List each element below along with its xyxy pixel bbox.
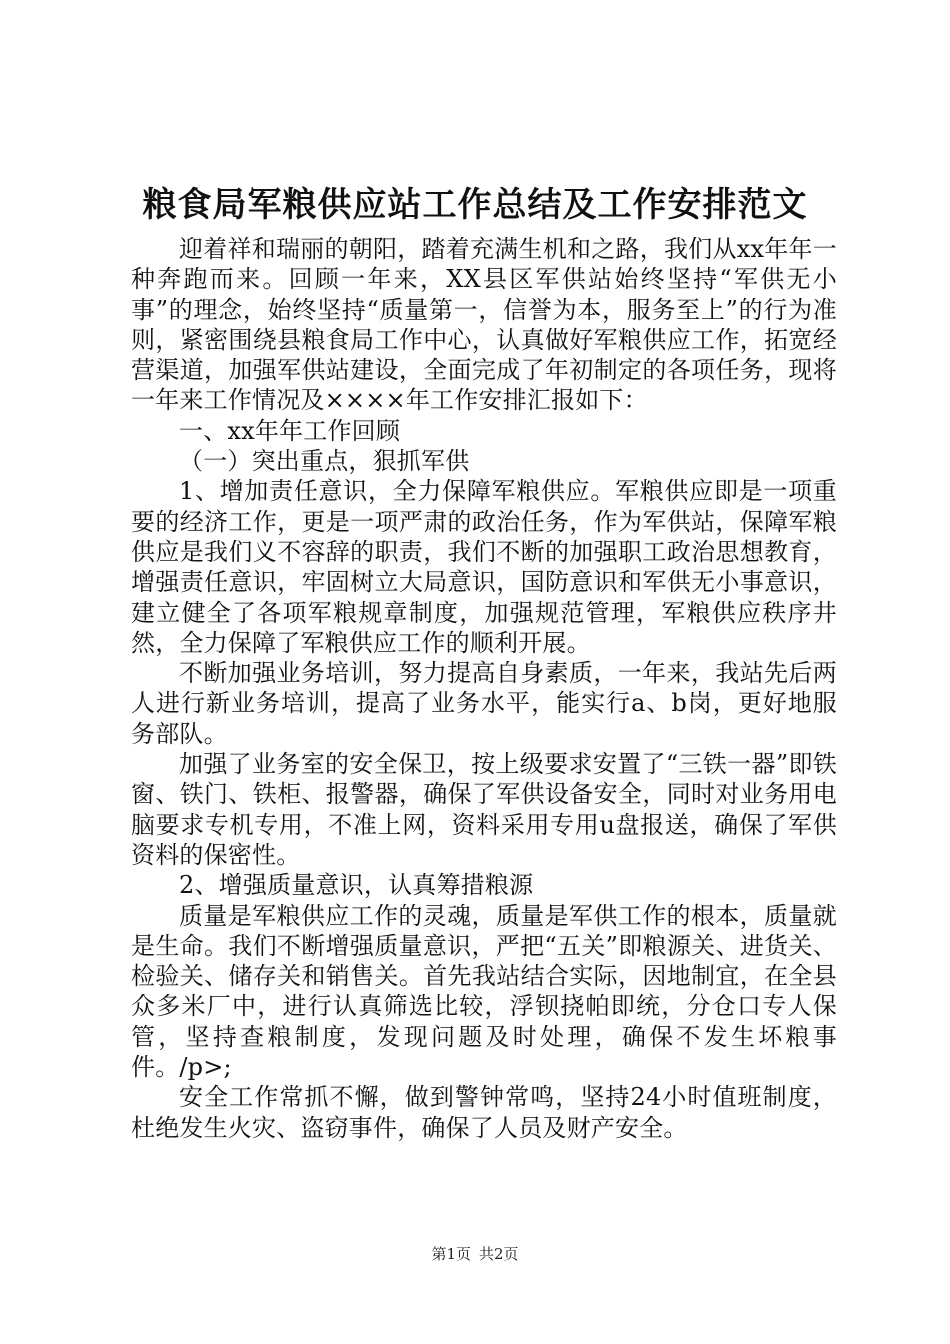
subsection-heading: （一）突出重点，狠抓军供 bbox=[179, 447, 470, 476]
safety-paragraph: 安全工作常抓不懈，做到警钟常鸣，坚持24小时值班制度，杜绝发生火灾、盗窃事件，确保了人员及财产安全。 bbox=[131, 1083, 837, 1142]
document-body bbox=[131, 234, 837, 1143]
page-total: 共2页 bbox=[479, 1245, 519, 1263]
page-footer bbox=[0, 1243, 950, 1265]
training-paragraph: 不断加强业务培训，努力提高自身素质，一年来，我站先后两人进行新业务培训，提高了业务水平，能实行a、b岗，更好地服务部队。 bbox=[131, 659, 837, 748]
security-paragraph: 加强了业务室的安全保卫，按上级要求安置了“三铁一器”即铁窗、铁门、铁柜、报警器，确保了军供设备安全，同时对业务用电脑要求专机专用，不准上网，资料采用专用u盘报送，确保了军供资料的保密性。 bbox=[131, 750, 837, 869]
quality-paragraph: 质量是军粮供应工作的灵魂，质量是军供工作的根本，质量就是生命。我们不断增强质量意识，严把“五关”即粮源关、进货关、检验关、储存关和销售关。首先我站结合实际，因地制宜，在全县众多米厂中，进行认真筛选比较，浮钡挠帕即统，分仓口专人保管，坚持查粮制度，发现问题及时处理，确保不发生坏粮事件。/p>; bbox=[131, 901, 837, 1082]
item-heading-2: 2、增强质量意识，认真筹措粮源 bbox=[179, 871, 534, 900]
item-paragraph-1: 1、增加责任意识，全力保障军粮供应。军粮供应即是一项重要的经济工作，更是一项严肃的政治任务，作为军供站，保障军粮供应是我们义不容辞的职责，我们不断的加强职工政治思想教育，增强责任意识，牢固树立大局意识，国防意识和军供无小事意识，建立健全了各项军粮规章制度，加强规范管理，军粮供应秩序井然，全力保障了军粮供应工作的顺利开展。 bbox=[131, 477, 837, 657]
document-title: 粮食局军粮供应站工作总结及工作安排范文 bbox=[142, 185, 808, 225]
section-heading: 一、xx年年工作回顾 bbox=[179, 416, 401, 445]
intro-paragraph: 迎着祥和瑞丽的朝阳，踏着充满生机和之路，我们从xx年年一种奔跑而来。回顾一年来，XX县区军供站始终坚持“军供无小事”的理念，始终坚持“质量第一，信誉为本，服务至上”的行为准则，紧密围绕县粮食局工作中心，认真做好军粮供应工作，拓宽经营渠道，加强军供站建设，全面完成了年初制定的各项任务，现将一年来工作情况及××××年工作安排汇报如下： bbox=[131, 235, 837, 415]
page-number: 第1页 bbox=[431, 1245, 471, 1263]
